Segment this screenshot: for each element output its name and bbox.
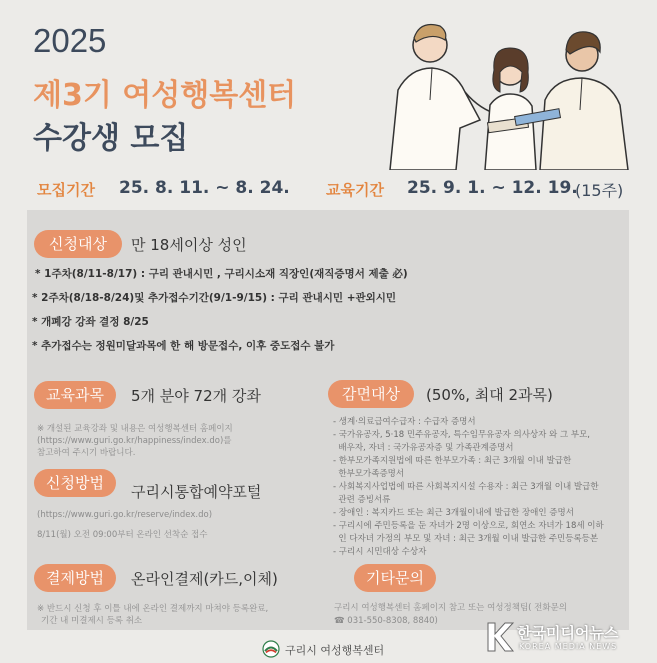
title-line-1: 제3기 여성행복센터: [33, 78, 297, 113]
discount-item-2: - 국가유공자, 5·18 민주유공자, 특수임무유공자 의사상자 와 그 부모,: [333, 430, 590, 440]
eligibility-bullet-3: * 개폐강 강좌 결정 8/25: [32, 316, 149, 328]
discount-item-7: 관련 증빙서류: [333, 495, 391, 505]
courses-note-3: 참고하여 주시기 바랍니다.: [37, 448, 136, 458]
info-panel: [27, 210, 629, 630]
eligibility-bullet-1: * 1주차(8/11-8/17) : 구리 관내시민 , 구리시소재 직장인(재직증명서 제출 必): [35, 268, 408, 280]
discount-item-10: 인 다자녀 가정의 부모 및 자녀 : 최근 3개월 이내 발급한 주민등록등본: [333, 534, 599, 544]
discount-value: (50%, 최대 2과목): [426, 386, 553, 404]
year-heading: 2025: [33, 22, 107, 59]
inquiry-note-2: ☎ 031-550-8308, 8840): [334, 616, 438, 626]
discount-item-11: - 구리시 시민대상 수상자: [333, 547, 427, 557]
apply-note-time: 8/11(월) 오전 09:00부터 온라인 선착순 접수: [37, 530, 208, 540]
title-line-2: 수강생 모집: [33, 121, 189, 156]
watermark-name: 한국미디어뉴스: [517, 624, 619, 642]
payment-value: 온라인결제(카드,이체): [131, 570, 278, 588]
watermark-subtitle: KOREA MEDIA NEWS: [519, 642, 618, 651]
edu-period-label: 교육기간: [326, 181, 384, 199]
discount-item-9: - 구리시에 주민등록을 둔 자녀가 2명 이상으로, 회연소 자녀가 18세 이하: [333, 521, 604, 531]
apply-note-url: (https://www.guri.go.kr/reserve/index.do): [37, 510, 213, 520]
watermark: [485, 620, 655, 660]
discount-item-8: - 장애인 : 복지카드 또는 최근 3개월이내에 발급한 장애인 증명서: [333, 508, 574, 518]
edu-weeks: (15주): [575, 181, 624, 200]
courses-pill: 교육과목: [34, 381, 116, 409]
edu-period-value: 25. 9. 1. ~ 12. 19.: [407, 178, 578, 198]
discount-pill: 감면대상: [328, 380, 414, 408]
courses-note-1: ※ 개설된 교육강좌 및 내용은 여성행복센터 홈페이지: [37, 424, 233, 434]
person-middle-figure: [485, 48, 536, 170]
eligibility-bullet-2: * 2주차(8/18-8/24)및 추가접수기간(9/1-9/15) : 구리 관내시민 +관외시민: [32, 292, 397, 304]
inquiry-note-1: 구리시 여성행복센터 홈페이지 참고 또는 여성정책팀( 전화문의: [334, 603, 568, 613]
payment-pill: 결제방법: [34, 564, 116, 592]
footer-org-name: 구리시 여성행복센터: [285, 644, 385, 657]
person-left-figure: [390, 25, 500, 171]
eligibility-value: 만 18세이상 성인: [131, 236, 247, 254]
discount-item-6: - 사회복지사업법에 따른 사회복지시설 수용자 : 최근 3개월 이내 발급한: [333, 482, 599, 492]
courses-note-2: (https://www.guri.go.kr/happiness/index.do)를: [37, 436, 232, 446]
apply-value: 구리시통합예약포털: [131, 483, 262, 501]
courses-value: 5개 분야 72개 강좌: [131, 387, 261, 405]
discount-item-3: 배우자, 자녀 : 국가유공자증 및 가족관계증명서: [333, 443, 514, 453]
discount-item-1: - 생계·의료급여수급자 : 수급자 증명서: [333, 417, 476, 427]
eligibility-pill: 신청대상: [34, 230, 122, 258]
recruit-period-value: 25. 8. 11. ~ 8. 24.: [119, 178, 290, 198]
watermark-k-logo-icon: [485, 620, 515, 654]
payment-note-1: ※ 반드시 신청 후 이틀 내에 온라인 결제까지 마쳐야 등록완료,: [37, 604, 269, 614]
discount-item-5: 한부모가족증명서: [333, 469, 405, 479]
guri-city-logo-icon: [262, 640, 280, 658]
payment-note-2: 기간 내 미결제시 등록 취소: [41, 616, 143, 626]
eligibility-bullet-4: * 추가접수는 정원미달과목에 한 해 방문접수, 이후 중도접수 불가: [32, 340, 335, 352]
apply-pill: 신청방법: [34, 469, 116, 497]
people-illustration: [370, 10, 650, 170]
discount-item-4: - 한부모가족지원법에 따른 한부모가족 : 최근 3개월 이내 발급한: [333, 456, 572, 466]
recruit-period-label: 모집기간: [37, 181, 95, 199]
inquiry-pill: 기타문의: [354, 564, 436, 592]
